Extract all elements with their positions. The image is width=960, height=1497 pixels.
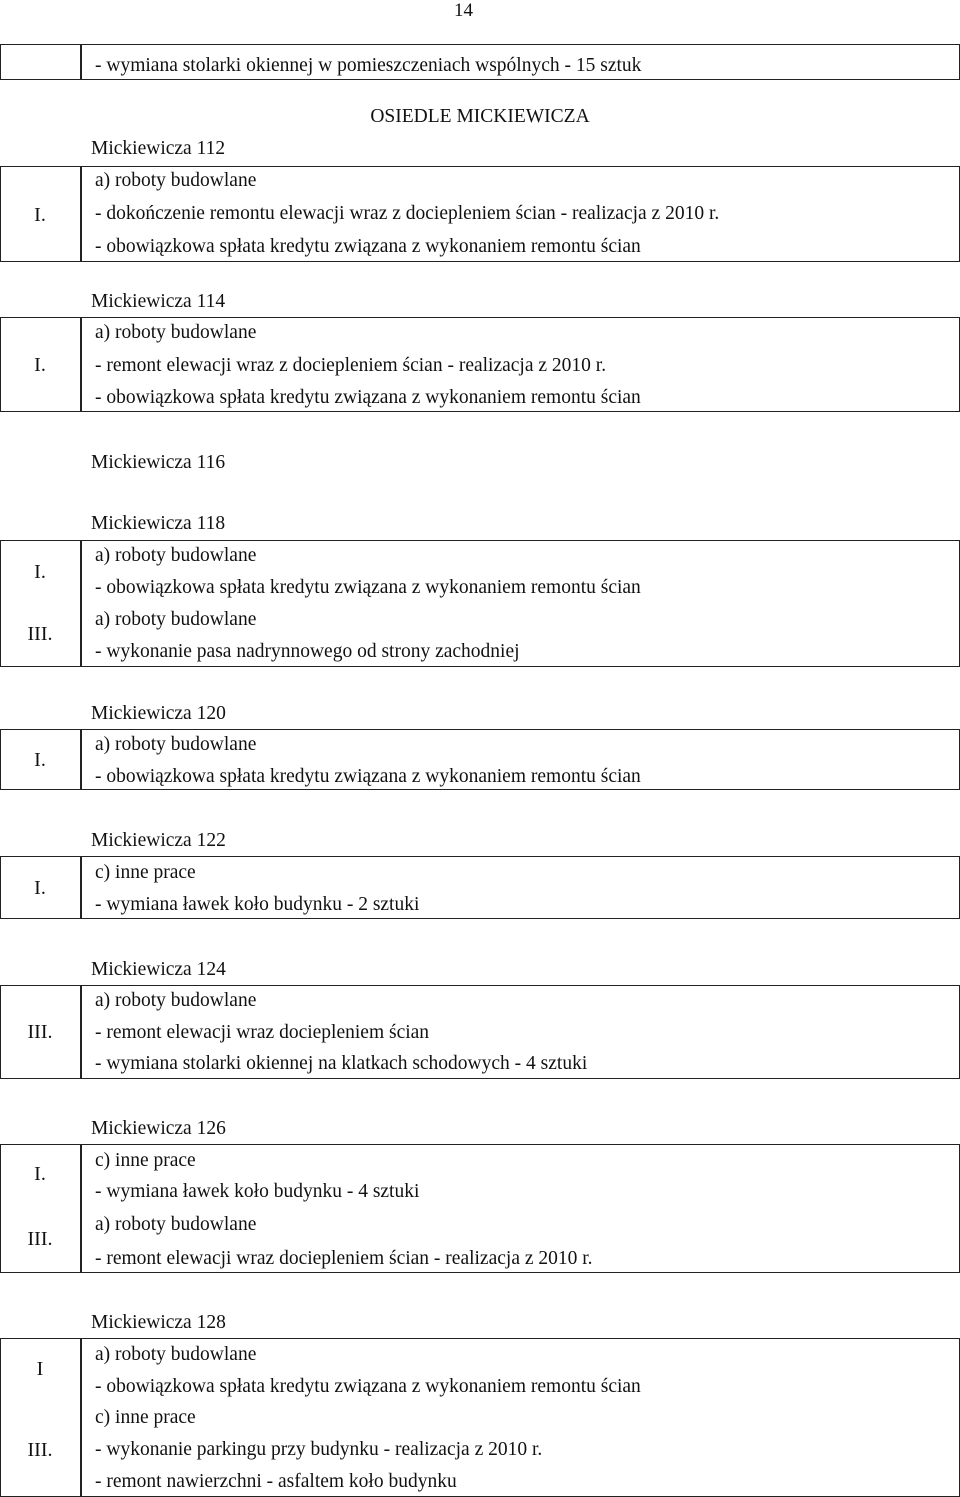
section-line: c) inne prace	[95, 1150, 196, 1171]
roman-numeral: I.	[34, 354, 46, 376]
section-line: - wymiana ławek koło budynku - 2 sztuki	[95, 894, 420, 915]
section-line: a) roboty budowlane	[95, 609, 257, 630]
column-divider	[80, 856, 82, 919]
section-line: a) roboty budowlane	[95, 545, 257, 566]
section-line: - remont elewacji wraz z dociepleniem ścian - realizacja z 2010 r.	[95, 355, 607, 376]
section-line: - wykonanie parkingu przy budynku - realizacja z 2010 r.	[95, 1439, 543, 1460]
roman-numeral: I.	[34, 561, 46, 583]
section-line: - obowiązkowa spłata kredytu związana z wykonaniem remontu ścian	[95, 577, 641, 598]
column-divider	[80, 1144, 82, 1273]
section-line: a) roboty budowlane	[95, 322, 257, 343]
section-title: Mickiewicza 112	[91, 138, 226, 159]
section-title: Mickiewicza 120	[91, 703, 226, 724]
section-line: a) roboty budowlane	[95, 734, 257, 755]
estate-title: OSIEDLE MICKIEWICZA	[370, 106, 590, 127]
column-divider	[80, 540, 82, 667]
section-line: - obowiązkowa spłata kredytu związana z wykonaniem remontu ścian	[95, 1376, 641, 1397]
top-line: - wymiana stolarki okiennej w pomieszczeniach wspólnych - 15 sztuk	[95, 55, 642, 76]
roman-numeral: I.	[34, 204, 46, 226]
section-line: - remont elewacji wraz dociepleniem ścian	[95, 1022, 430, 1043]
section-title: Mickiewicza 118	[91, 513, 226, 534]
section-title: Mickiewicza 128	[91, 1312, 226, 1333]
section-title: Mickiewicza 126	[91, 1118, 226, 1139]
roman-numeral: I.	[34, 877, 46, 899]
section-line: - obowiązkowa spłata kredytu związana z wykonaniem remontu ścian	[95, 387, 641, 408]
roman-numeral: III.	[27, 1228, 53, 1250]
section-line: a) roboty budowlane	[95, 170, 257, 191]
section-line: a) roboty budowlane	[95, 990, 257, 1011]
column-divider	[80, 1338, 82, 1497]
roman-numeral: III.	[27, 1439, 53, 1461]
section-line: a) roboty budowlane	[95, 1344, 257, 1365]
section-line: - wymiana stolarki okiennej na klatkach schodowych - 4 sztuki	[95, 1053, 588, 1074]
section-line: - wykonanie pasa nadrynnowego od strony zachodniej	[95, 641, 520, 662]
section-line: - obowiązkowa spłata kredytu związana z wykonaniem remontu ścian	[95, 766, 641, 787]
roman-numeral: I.	[34, 1163, 46, 1185]
section-title: Mickiewicza 124	[91, 959, 226, 980]
column-divider	[80, 985, 82, 1079]
section-line: - remont elewacji wraz dociepleniem ścian - realizacja z 2010 r.	[95, 1248, 593, 1269]
section-line: - dokończenie remontu elewacji wraz z dociepleniem ścian - realizacja z 2010 r.	[95, 203, 720, 224]
section-line: - remont nawierzchni - asfaltem koło budynku	[95, 1471, 457, 1492]
section-line: - wymiana ławek koło budynku - 4 sztuki	[95, 1181, 420, 1202]
section-line: - obowiązkowa spłata kredytu związana z wykonaniem remontu ścian	[95, 236, 641, 257]
column-divider	[80, 317, 82, 412]
section-title: Mickiewicza 116	[91, 452, 226, 473]
section-line: a) roboty budowlane	[95, 1214, 257, 1235]
roman-numeral: I	[36, 1358, 44, 1380]
column-divider	[80, 166, 82, 262]
roman-numeral: I.	[34, 749, 46, 771]
column-divider	[80, 44, 82, 80]
section-title: Mickiewicza 114	[91, 291, 226, 312]
section-title: Mickiewicza 122	[91, 830, 226, 851]
roman-numeral: III.	[27, 623, 53, 645]
section-line: c) inne prace	[95, 1407, 196, 1428]
section-line: c) inne prace	[95, 862, 196, 883]
column-divider	[80, 729, 82, 790]
roman-numeral: III.	[27, 1021, 53, 1043]
page-number: 14	[454, 0, 473, 21]
